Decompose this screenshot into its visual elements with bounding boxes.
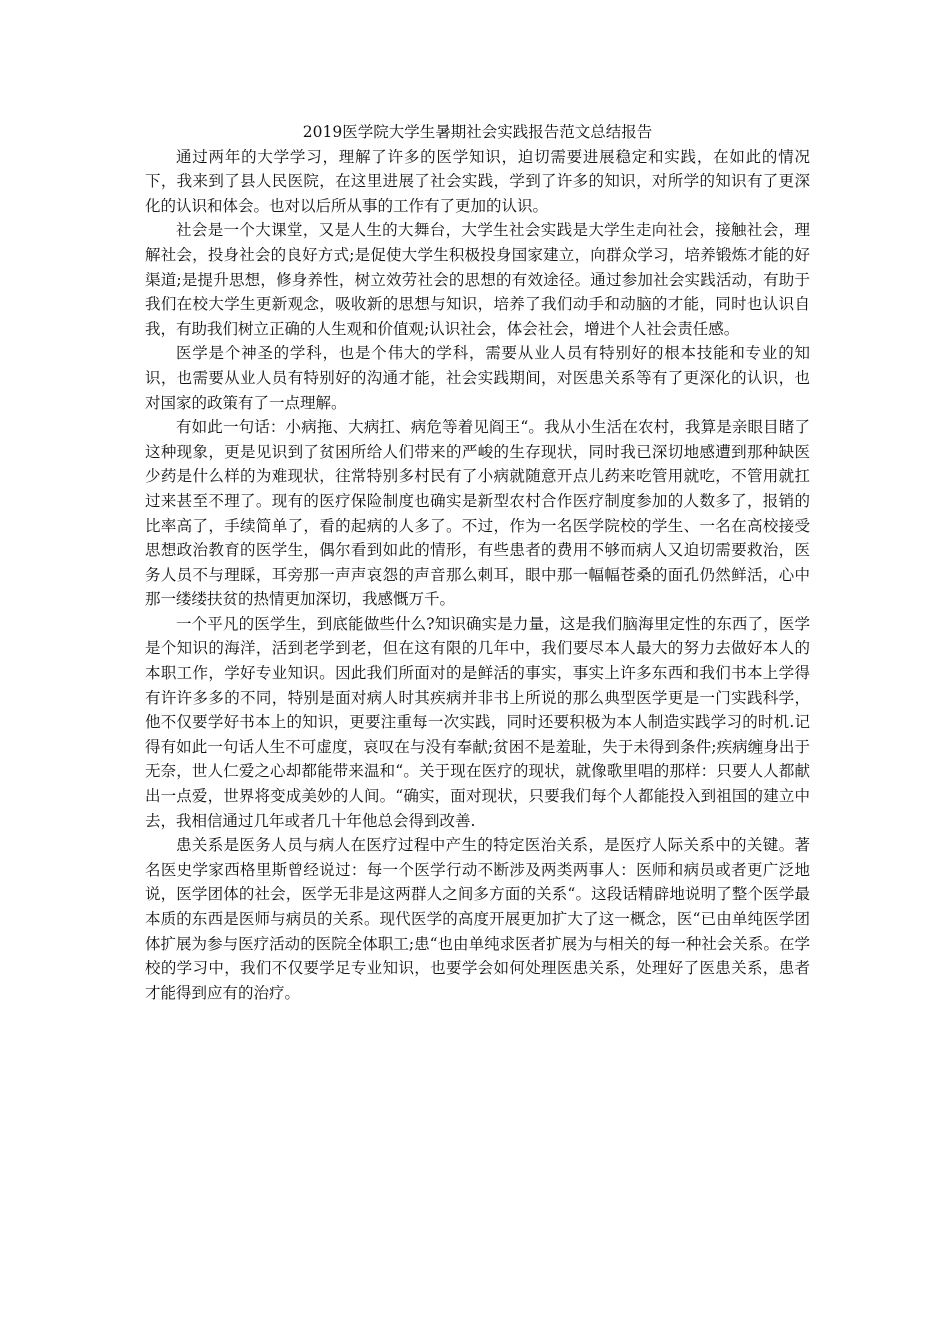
paragraph-3: 医学是个神圣的学科，也是个伟大的学科，需要从业人员有特别好的根本技能和专业的知识，也需要从业人员有特别好的沟通才能，社会实践期间，对医患关系等有了更深化的认识，也对国家的政策有了一点理解。 xyxy=(145,344,810,412)
paragraph-4: 有如此一句话：小病拖、大病扛、病危等着见阎王“。我从小生活在农村，我算是亲眼目睹了这种现象，更是见识到了贫困所给人们带来的严峻的生存现状，同时我已深切地感遭到那种缺医少药是什么样的为难现状，往常特别多村民有了小病就随意开点儿药来吃管用就吃，不管用就扛过来甚至不理了。现有的医疗保险制度也确实是新型农村合作医疗制度参加的人数多了，报销的比率高了，手续简单了，看的起病的人多了。不过，作为一名医学院校的学生、一名在高校接受思想政治教育的医学生，偶尔看到如此的情形，有些患者的费用不够而病人又迫切需要救治，医务人员不与理睬，耳旁那一声声哀怨的声音那么刺耳，眼中那一幅幅苍桑的面孔仍然鲜活，心中那一缕缕扶贫的热情更加深切，我感慨万千。 xyxy=(145,418,810,609)
document-body xyxy=(145,120,810,1005)
paragraph-2: 社会是一个大课堂，又是人生的大舞台，大学生社会实践是大学生走向社会，接触社会，理解社会，投身社会的良好方式;是促使大学生积极投身国家建立，向群众学习，培养锻炼才能的好渠道;是提升思想，修身养性，树立效劳社会的思想的有效途径。通过参加社会实践活动，有助于我们在校大学生更新观念，吸收新的思想与知识，培养了我们动手和动脑的才能，同时也认识自我，有助我们树立正确的人生观和价值观;认识社会，体会社会，增进个人社会责任感。 xyxy=(145,221,810,338)
paragraph-5: 一个平凡的医学生，到底能做些什么?知识确实是力量，这是我们脑海里定性的东西了，医学是个知识的海洋，活到老学到老，但在这有限的几年中，我们要尽本人最大的努力去做好本人的本职工作，学好专业知识。因此我们所面对的是鲜活的事实，事实上许多东西和我们书本上学得有许许多多的不同，特别是面对病人时其疾病并非书上所说的那么典型医学更是一门实践科学，他不仅要学好书本上的知识，更要注重每一次实践，同时还要积极为本人制造实践学习的时机.记得有如此一句话人生不可虚度，哀叹在与没有奉献;贫困不是羞耻，失于未得到条件;疾病缠身出于无奈，世人仁爱之心却都能带来温和“。关于现在医疗的现状，就像歌里唱的那样：只要人人都献出一点爱，世界将变成美妙的人间。“确实，面对现状，只要我们每个人都能投入到祖国的建立中去，我相信通过几年或者几十年他总会得到改善. xyxy=(145,614,810,830)
paragraph-1: 通过两年的大学学习，理解了许多的医学知识，迫切需要进展稳定和实践，在如此的情况下，我来到了县人民医院，在这里进展了社会实践，学到了许多的知识，对所学的知识有了更深化的认识和体会。也对以后所从事的工作有了更加的认识。 xyxy=(145,147,810,215)
paragraph-6: 患关系是医务人员与病人在医疗过程中产生的特定医治关系，是医疗人际关系中的关键。著名医史学家西格里斯曾经说过：每一个医学行动不断涉及两类两事人：医师和病员或者更广泛地说，医学团体的社会，医学无非是这两群人之间多方面的关系“。这段话精辟地说明了整个医学最本质的东西是医师与病员的关系。现代医学的高度开展更加扩大了这一概念，医“已由单纯医学团体扩展为参与医疗活动的医院全体职工;患“也由单纯求医者扩展为与相关的每一种社会关系。在学校的学习中，我们不仅要学足专业知识，也要学会如何处理医患关系，处理好了医患关系，患者才能得到应有的治疗。 xyxy=(145,836,810,1002)
document-title: 2019医学院大学生暑期社会实践报告范文总结报告 xyxy=(302,123,653,141)
